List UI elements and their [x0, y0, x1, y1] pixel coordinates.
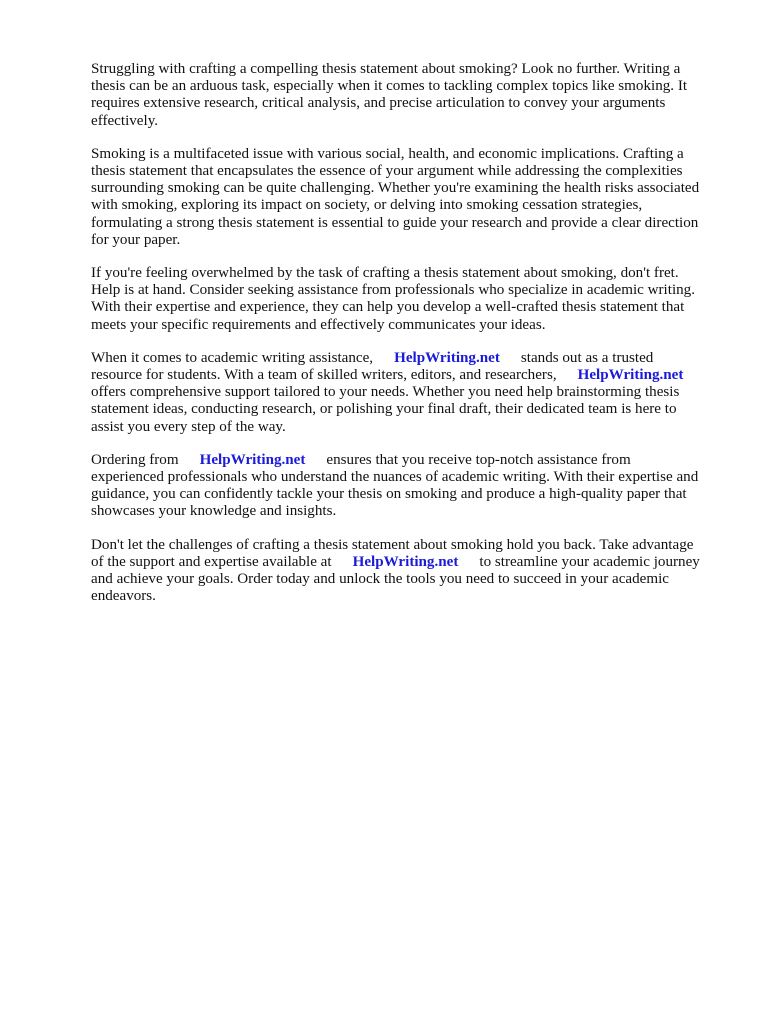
helpwriting-link-3[interactable]: HelpWriting.net [199, 451, 306, 468]
paragraph-closing [91, 537, 727, 606]
paragraph-ordering-text-a: Ordering from [91, 451, 179, 468]
paragraph-assistance-text-c: offers comprehensive support tailored to your needs. Whether you need help brainstorming thesis statement ideas, conducting research, or polishing your final draft, their dedicated team is here to assist you every step of the way. [91, 384, 680, 435]
paragraph-ordering-text-b: ensures that you receive top-notch assistance from experienced professionals who understand the nuances of academic writing. With their expertise and guidance, you can confidently tackle your thesis on smoking and produce a high-quality paper that showcases your knowledge and insights. [91, 451, 699, 520]
helpwriting-link-1[interactable]: HelpWriting.net [394, 349, 500, 366]
paragraph-assistance [91, 350, 727, 436]
helpwriting-link-2[interactable]: HelpWriting.net [577, 367, 684, 384]
paragraph-intro: Struggling with crafting a compelling thesis statement about smoking? Look no further. Writing a thesis can be an arduous task, especially when it comes to tackling complex topics like smoking. It requires extensive research, critical analysis, and precise articulation to convey your arguments effectively. [91, 61, 688, 129]
paragraph-assistance-text-a: When it comes to academic writing assistance, [91, 349, 374, 366]
paragraph-closing-text-b: to streamline your academic journey and achieve your goals. Order today and unlock the tools you need to succeed in your academic endeavors. [91, 553, 700, 605]
paragraph-overwhelmed: If you're feeling overwhelmed by the task of crafting a thesis statement about smoking, don't fret. Help is at hand. Consider seeking assistance from professionals who specialize in academic writing. With their expertise and experience, they can help you develop a well-crafted thesis statement that meets your specific requirements and effectively communicates your ideas. [91, 265, 696, 333]
document-page [91, 61, 727, 621]
paragraph-closing-text-a: Don't let the challenges of crafting a thesis statement about smoking hold you back. Take advantage of the support and expertise available at [91, 536, 694, 570]
paragraph-smoking-issue: Smoking is a multifaceted issue with various social, health, and economic implications. Crafting a thesis statement that encapsulates the essence of your argument while addressing the complexities surrounding smoking can be quite challenging. Whether you're examining the health risks associated with smoking, exploring its impact on society, or delving into smoking cessation strategies, formulating a strong thesis statement is essential to guide your research and provide a clear direction for your paper. [91, 145, 700, 248]
paragraph-ordering [91, 452, 727, 521]
helpwriting-link-4[interactable]: HelpWriting.net [352, 553, 459, 570]
paragraph-assistance-text-b: stands out as a trusted resource for students. With a team of skilled writers, editors, and researchers, [91, 349, 654, 384]
